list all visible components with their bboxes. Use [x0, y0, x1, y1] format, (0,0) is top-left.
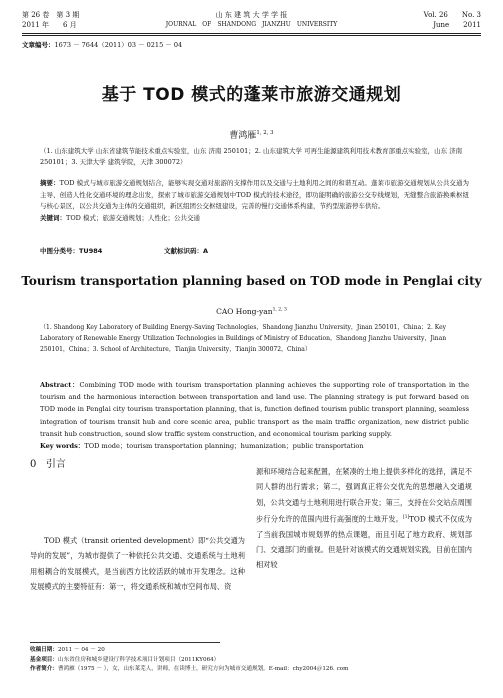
keywords-en-label: Key words： — [40, 442, 85, 451]
keywords-en — [40, 440, 469, 452]
author-bio-value: 曹鸿雁（1975 － ），女，山东莱芜人，讲师，在读博士，研究方向为城市交通规划。E-mail：chy2004＠126. com — [57, 666, 349, 672]
affiliation-en: （1. Shandong Key Laboratory of Building Energy-Saving Technologies，Shandong Jianzhu University，Jinan 250101，China；2. Key Laboratory of Renewable Energy Utilization Technologies in Buildings of Ministry of Education，Shandong Jianzhu University，Jinan 250101，China；3. School of Architecture，Tianjin University，Tianjin 300072，China） — [40, 324, 447, 353]
doc-code — [164, 246, 208, 255]
keywords-cn-text: TOD 模式；旅游交通规划；人性化；公共交通 — [66, 213, 200, 222]
abstract-en-label: Abstract： — [40, 381, 80, 389]
volume-issue-en — [424, 10, 481, 30]
doc-code-label: 文献标识码： — [164, 247, 203, 255]
body-column-left — [30, 533, 245, 594]
article-number-value: 1673 － 7644（2011）03 － 0215 － 04 — [54, 41, 183, 49]
clc-value: TU984 — [79, 247, 103, 255]
volume-issue-en-line: Vol. 26 No. 3 — [423, 11, 481, 19]
author-cn-sup: 1, 2, 3 — [256, 130, 274, 136]
title-cn: 基于 TOD 模式的蓬莱市旅游交通规划 — [101, 85, 402, 105]
journal-name-cn: 山 东 建 筑 大 学 学 报 — [215, 11, 288, 19]
classification — [40, 246, 209, 255]
footnote-fund — [30, 656, 473, 666]
author-en — [0, 307, 503, 316]
citation-ref: [1] — [403, 514, 410, 520]
author-en-name: CAO Hong-yan — [216, 307, 273, 316]
keywords-en-text: TOD mode；tourism transportation planning；humanization；public transportation — [84, 442, 364, 451]
issue-date-en-line: June 2011 — [433, 21, 481, 29]
section-heading — [30, 455, 66, 470]
body-text-right-b: TOD 模式不仅成为了当前我国城市规划界的热点课题，而且引起了地方政府、规划部门、交通部门的重视。但是针对该模式的交通规划实践，目前在国内相对较 — [256, 514, 472, 570]
author-en-sup: 1, 2, 3 — [272, 307, 287, 313]
abstract-en — [40, 379, 469, 452]
received-label: 收稿日期： — [30, 647, 58, 653]
doc-code-value: A — [203, 247, 209, 255]
article-number-label: 文章编号： — [22, 41, 55, 49]
abstract-en-text: Combining TOD mode with tourism transportation planning achieves the supporting role of transportation in the tourism and the harmonious interaction between transportation and land use. The planning strategy is put forward based on TOD mode in Penglai city tourism transportation planning, that is, function defined tourism public transport planning, seamless integration of tourism transit hub and core scenic area, public transport as the main traffic organization, new district public transit hub construction, sound slow traffic system construction, and economical tourism parking supply. — [40, 381, 469, 438]
running-header — [22, 10, 481, 34]
body-text-right-a: 源和环境结合起来配置，在紧凑的土地上提供多样化的选择，满足不同人群的出行需求；第二，强调真正将公交优先的思想融入交通规划，公共交通与土地利用进行联合开发；第三，支持在公交站点周围步行分允许的范围内进行高强度的土地开发。 — [256, 467, 472, 524]
author-cn-name: 曹鸿雁 — [229, 131, 257, 141]
section-title: 引言 — [45, 459, 66, 470]
affiliation-cn: （1. 山东建筑大学 山东省建筑节能技术重点实验室，山东 济南 250101；2. 山东建筑大学 可再生能源建筑利用技术教育部重点实验室，山东 济南 250101；3. 天津大学 建筑学院，天津 300072） — [40, 147, 463, 166]
footnote-rule — [30, 642, 220, 643]
article-number — [22, 40, 182, 49]
author-cn — [0, 128, 503, 141]
keywords-cn-label: 关键词： — [40, 213, 66, 222]
abstract-cn-label: 摘要： — [40, 179, 60, 187]
issue-date-line: 2011 年 6 月 — [22, 21, 77, 29]
journal-name-en: JOURNAL OF SHANDONG JIANZHU UNIVERSITY — [165, 21, 338, 28]
journal-name — [22, 10, 481, 30]
abstract-cn-text: TOD 模式与城市旅游交通规划结合，能够实现交通对旅游的支撑作用以及交通与土地利用之间的和谐互动。蓬莱市旅游交通规划从公共交通为主导、创造人性化交通环境的理念出发，探索了城市旅游交通规划中TOD 模式的技术途径，即功能明确的旅游公交专线规划，无缝整合旅游换乘枢纽与核心景区，以公共交通为主体的交通组织，新区组团公交枢纽建设，完善的慢行交通体系构建，节约型旅游停车供给。 — [40, 179, 469, 210]
clc-label: 中图分类号： — [40, 247, 79, 255]
section-number: 0 — [30, 459, 37, 470]
footnote-author — [30, 665, 473, 675]
fund-value: 山东省住房和城乡建设厅科学技术项目计划项目（2011KY064） — [57, 656, 220, 663]
received-value: 2011 － 04 － 20 — [57, 647, 105, 653]
header-rule — [22, 33, 481, 36]
title-en: Tourism transportation planning based on TOD mode in Penglai city — [21, 274, 482, 288]
footnotes — [30, 646, 473, 675]
body-column-right — [256, 464, 472, 572]
body-text-left: TOD 模式（transit oriented development）即“公共交通为导向的发展”，为城市提供了一种依托公共交通、交通系统与土地利用相耦合的发展模式，是当前西方比较活跃的城市开发理念。这种发展模式的主要特征有：第一，将交通系统和城市空间布局、资 — [30, 536, 245, 591]
abstract-cn — [40, 178, 469, 224]
footnote-received — [30, 646, 473, 656]
fund-label: 基金项目： — [30, 656, 58, 663]
author-bio-label: 作者简介： — [30, 666, 58, 672]
keywords-cn — [40, 213, 469, 225]
volume-issue-line: 第 26 卷 第 3 期 — [22, 11, 80, 19]
